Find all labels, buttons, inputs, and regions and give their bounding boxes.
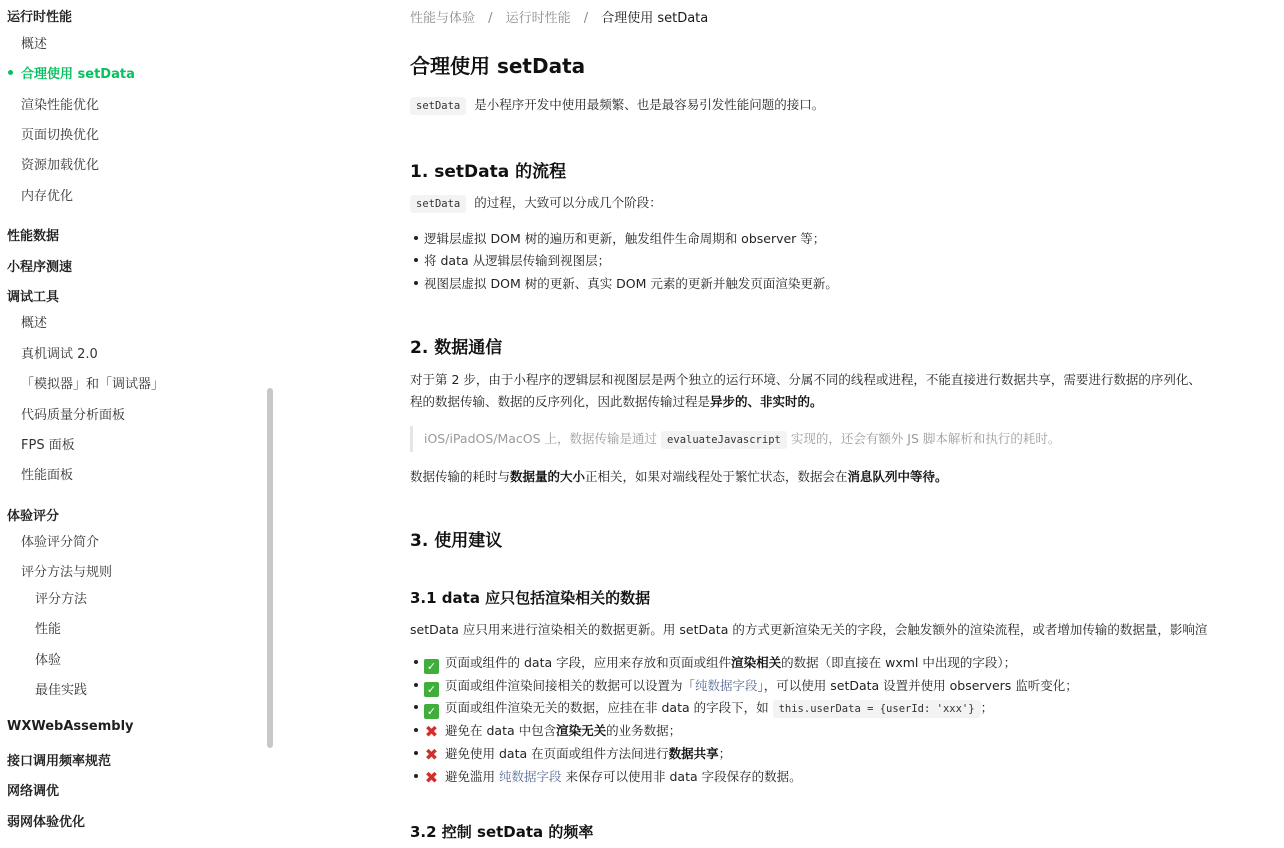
inline-code: this.userData = {userId: 'xxx'} [773, 700, 981, 718]
subsection-heading-3-2: 3.2 控制 setData 的频率 [410, 823, 594, 841]
paragraph-text: 程的数据传输、数据的反序列化，因此数据传输过程是 [410, 394, 711, 409]
nav-group-debug-tools[interactable]: 调试工具 [7, 290, 60, 305]
nav-item-overview[interactable]: 概述 [21, 37, 48, 52]
breadcrumb-item-current: 合理使用 setData [601, 11, 709, 26]
nav-item-render-perf[interactable]: 渲染性能优化 [21, 98, 100, 113]
item-text: 页面或组件渲染无关的数据，应挂在非 data 的字段下，如 [445, 700, 769, 715]
quote-text: iOS/iPadOS/MacOS 上，数据传输是通过 [424, 431, 658, 446]
check-icon: ✓ [424, 704, 439, 719]
emphasis-text: 数据量的大小 [510, 469, 586, 484]
nav-item-debug-overview[interactable]: 概述 [21, 316, 48, 331]
nav-item-simulator-debugger[interactable]: 「模拟器」和「调试器」 [21, 377, 165, 392]
item-text: 避免在 data 中包含 [445, 723, 557, 738]
subsection-paragraph: setData 应只用来进行渲染相关的数据更新。用 setData 的方式更新渲染无关的字段，会触发额外的渲染流程，或者增加传输的数据量，影响渲 [410, 622, 1208, 637]
page-title: 合理使用 setData [410, 54, 586, 78]
nav-sub-best-practice[interactable]: 最佳实践 [35, 683, 88, 698]
intro-paragraph [410, 94, 824, 117]
nav-group-weak-network[interactable]: 弱网体验优化 [7, 815, 86, 830]
nav-group-runtime-performance[interactable]: 运行时性能 [7, 10, 73, 25]
cross-icon: ✖ [424, 722, 439, 741]
item-text: 页面或组件的 data 字段，应用来存放和页面或组件 [445, 655, 732, 670]
emphasis-text: 数据共享 [668, 746, 719, 761]
nav-group-network-tuning[interactable]: 网络调优 [7, 784, 60, 799]
nav-sub-score-method[interactable]: 评分方法 [35, 592, 88, 607]
intro-text: 是小程序开发中使用最频繁、也是最容易引发性能问题的接口。 [474, 97, 825, 112]
paragraph-text: 数据传输的耗时与 [410, 469, 511, 484]
breadcrumb-separator: / [488, 11, 493, 26]
nav-item-fps-panel[interactable]: FPS 面板 [21, 438, 75, 453]
main-content [410, 0, 1284, 848]
item-text: 的业务数据； [606, 723, 682, 738]
nav-item-resource-load[interactable]: 资源加载优化 [21, 158, 100, 173]
emphasis-text: 消息队列中等待。 [847, 469, 948, 484]
list-item: 视图层虚拟 DOM 树的更新、真实 DOM 元素的更新并触发页面渲染更新。 [424, 276, 838, 291]
emphasis-text: 渲染无关 [556, 723, 607, 738]
item-text: 避免使用 data 在页面或组件方法间进行 [445, 746, 669, 761]
item-text: 的数据（即直接在 wxml 中出现的字段）； [781, 655, 1017, 670]
section1-paragraph [410, 192, 662, 215]
inline-code: evaluateJavascript [661, 431, 787, 449]
nav-group-api-frequency[interactable]: 接口调用频率规范 [7, 754, 112, 769]
nav-sub-experience[interactable]: 体验 [35, 653, 62, 668]
emphasis-text: 渲染相关 [731, 655, 782, 670]
item-text: 避免滥用 [445, 769, 496, 784]
section2-paragraph-line1: 对于第 2 步，由于小程序的逻辑层和视图层是两个独立的运行环境、分属不同的线程或进程，不能直接进行数据共享，需要进行数据的序列化、 [410, 372, 1201, 387]
section-heading-3: 3. 使用建议 [410, 531, 503, 551]
section1-text: 的过程，大致可以分成几个阶段： [474, 195, 662, 210]
list-item [424, 676, 1078, 697]
list-item [424, 653, 1016, 674]
item-text: 」，可以使用 setData 设置并使用 observers 监听变化； [757, 678, 1078, 693]
nav-item-code-quality[interactable]: 代码质量分析面板 [21, 408, 126, 423]
section-heading-2: 2. 数据通信 [410, 338, 503, 358]
inline-code: setData [410, 195, 466, 213]
item-text: 来保存可以使用非 data 字段保存的数据。 [565, 769, 802, 784]
cross-icon: ✖ [424, 768, 439, 787]
breadcrumb [410, 7, 708, 26]
pure-data-field-link[interactable]: 纯数据字段 [499, 769, 562, 784]
paragraph-text: 正相关，如果对端线程处于繁忙状态，数据会在 [585, 469, 848, 484]
nav-item-score-intro[interactable]: 体验评分简介 [21, 535, 100, 550]
quote-text: 实现的，还会有额外 JS 脚本解析和执行的耗时。 [790, 431, 1061, 446]
list-item [424, 698, 993, 719]
pure-data-field-link[interactable]: 纯数据字段 [695, 678, 758, 693]
nav-item-score-rules[interactable]: 评分方法与规则 [21, 565, 113, 580]
sidebar-scrollbar[interactable] [267, 388, 273, 748]
item-text: 页面或组件渲染间接相关的数据可以设置为「 [445, 678, 696, 693]
item-text: ； [718, 746, 732, 761]
item-text: ； [980, 700, 994, 715]
sidebar-nav [0, 0, 268, 848]
nav-group-experience-score[interactable]: 体验评分 [7, 509, 60, 524]
nav-group-perf-data[interactable]: 性能数据 [7, 229, 60, 244]
section2-paragraph-2 [410, 466, 948, 487]
list-item [424, 721, 681, 739]
nav-item-perf-panel[interactable]: 性能面板 [21, 468, 74, 483]
subsection-heading-3-1: 3.1 data 应只包括渲染相关的数据 [410, 589, 651, 607]
check-icon: ✓ [424, 682, 439, 697]
nav-item-memory[interactable]: 内存优化 [21, 189, 74, 204]
inline-code: setData [410, 97, 466, 115]
nav-group-wxwebassembly[interactable]: WXWebAssembly [7, 719, 134, 734]
emphasis-text: 异步的、非实时的。 [710, 394, 823, 409]
list-item: 逻辑层虚拟 DOM 树的遍历和更新，触发组件生命周期和 observer 等； [424, 231, 826, 246]
breadcrumb-item-runtime-perf[interactable]: 运行时性能 [505, 11, 571, 26]
check-icon: ✓ [424, 659, 439, 674]
section2-paragraph-line2 [410, 391, 823, 412]
nav-item-page-switch[interactable]: 页面切换优化 [21, 128, 100, 143]
blockquote [410, 426, 1284, 452]
nav-sub-performance[interactable]: 性能 [35, 622, 62, 637]
list-item [424, 744, 731, 762]
blockquote-text [424, 429, 1060, 447]
active-indicator-icon [8, 70, 13, 75]
breadcrumb-item-perf-experience[interactable]: 性能与体验 [410, 11, 476, 26]
nav-item-setdata[interactable]: 合理使用 setData [21, 67, 135, 82]
cross-icon: ✖ [424, 745, 439, 764]
section-heading-1: 1. setData 的流程 [410, 162, 567, 182]
nav-group-speed-test[interactable]: 小程序测速 [7, 260, 73, 275]
breadcrumb-separator: / [583, 11, 589, 26]
list-item: 将 data 从逻辑层传输到视图层； [424, 253, 611, 268]
nav-item-remote-debug[interactable]: 真机调试 2.0 [21, 347, 98, 362]
list-item [424, 767, 802, 785]
